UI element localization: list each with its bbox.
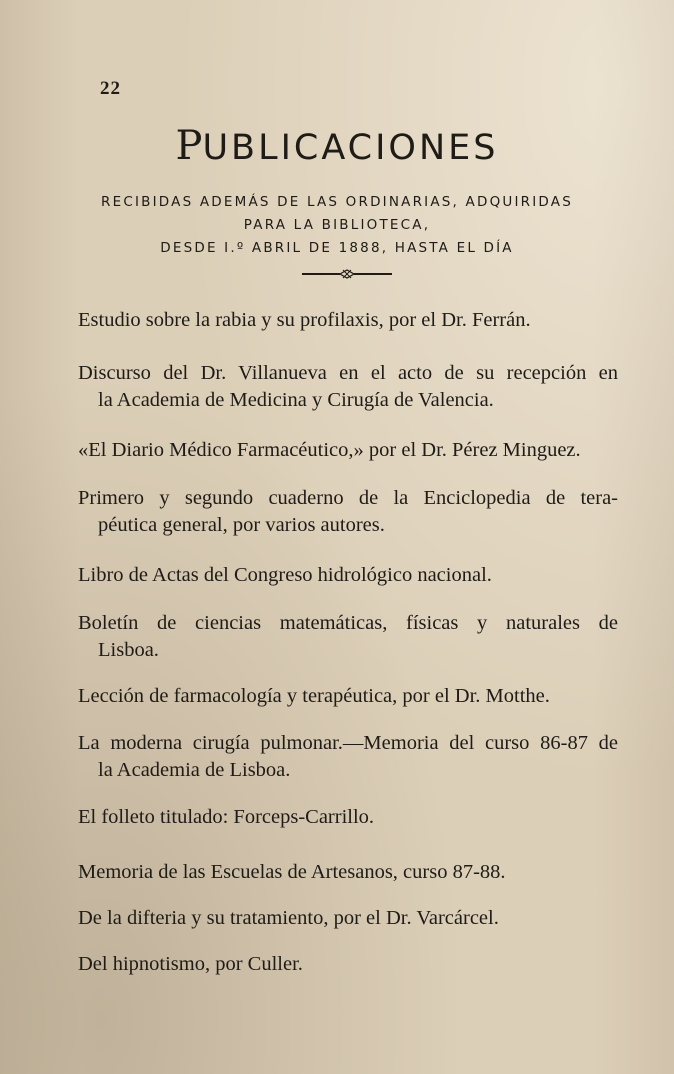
subtitle-line: DESDE I.º ABRIL DE 1888, HASTA EL DÍA — [160, 240, 514, 256]
page-title — [0, 123, 674, 169]
subtitle — [0, 191, 674, 260]
subtitle-line: RECIBIDAS ADEMÁS DE LAS ORDINARIAS, ADQUIRIDAS — [101, 194, 573, 210]
entry-line: Primero y segundo cuaderno de la Enciclopedia de tera- — [78, 487, 618, 509]
list-item — [78, 437, 618, 464]
entry-line: De la difteria y su tratamiento, por el Dr. Varcárcel. — [78, 907, 499, 929]
entry-line: Libro de Actas del Congreso hidrológico nacional. — [78, 564, 492, 586]
subtitle-line: PARA LA BIBLIOTECA, — [243, 217, 431, 233]
entry-line: la Academia de Lisboa. — [98, 759, 291, 781]
entry-line: péutica general, por varios autores. — [98, 514, 385, 536]
list-item — [78, 859, 618, 886]
list-item — [78, 562, 618, 589]
entry-line: Discurso del Dr. Villanueva en el acto de su recepción en — [78, 362, 618, 384]
entry-line: Estudio sobre la rabia y su profilaxis, por el Dr. Ferrán. — [78, 309, 531, 331]
entry-line: Memoria de las Escuelas de Artesanos, curso 87-88. — [78, 861, 506, 883]
page-number: 22 — [100, 78, 121, 99]
list-item — [78, 307, 618, 334]
list-item — [78, 951, 618, 978]
list-item — [78, 610, 618, 664]
list-item — [78, 804, 618, 831]
list-item — [78, 730, 618, 784]
title-initial: P — [175, 123, 203, 169]
list-item — [78, 485, 618, 539]
ornament-divider — [302, 268, 392, 280]
entry-line: Del hipnotismo, por Culler. — [78, 953, 303, 975]
entry-line: «El Diario Médico Farmacéutico,» por el Dr. Pérez Minguez. — [78, 439, 581, 461]
entry-line: El folleto titulado: Forceps-Carrillo. — [78, 806, 375, 828]
entry-line: la Academia de Medicina y Cirugía de Valencia. — [98, 389, 494, 411]
entry-line: Lección de farmacología y terapéutica, por el Dr. Motthe. — [78, 685, 550, 707]
entry-line: La moderna cirugía pulmonar.—Memoria del curso 86-87 de — [78, 732, 618, 754]
list-item — [78, 683, 618, 710]
entry-line: Lisboa. — [98, 639, 159, 661]
list-item — [78, 360, 618, 414]
entry-line: Boletín de ciencias matemáticas, físicas y naturales de — [78, 612, 618, 634]
list-item — [78, 905, 618, 932]
title-rest: UBLICACIONES — [202, 128, 499, 168]
